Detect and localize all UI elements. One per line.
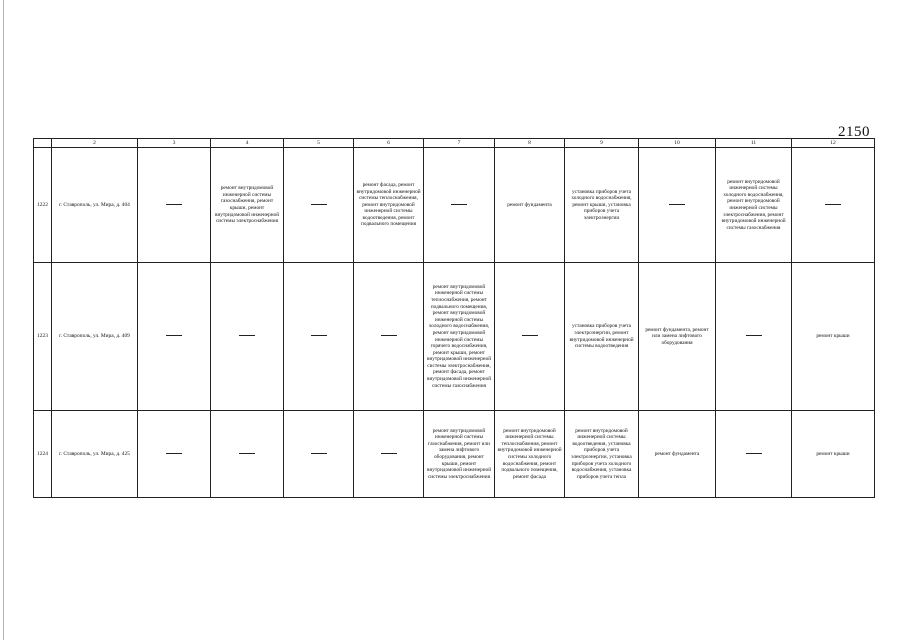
column-header: 7 [424, 139, 495, 148]
works-cell: ремонт внутридомовой инженерной системы газоснабжения, ремонт крыши, ремонт внутридомовой инженерной системы электроснабжения [211, 148, 284, 263]
dash-cell [424, 148, 495, 263]
empty-dash [669, 204, 685, 205]
dash-cell [792, 148, 875, 263]
works-cell: ремонт крыши [792, 411, 875, 498]
address-cell: г. Ставрополь, ул. Мира, д. 409 [52, 263, 138, 411]
works-cell: установка приборов учета электроэнергии, ремонт внутридомовой инженерной системы водоотведения [565, 263, 639, 411]
address-cell: г. Ставрополь, ул. Мира, д. 404 [52, 148, 138, 263]
works-cell: ремонт крыши [792, 263, 875, 411]
row-number: 1223 [34, 263, 52, 411]
dash-cell [716, 411, 792, 498]
column-header: 2 [52, 139, 138, 148]
empty-dash [522, 335, 538, 336]
dash-cell [211, 411, 284, 498]
works-cell: ремонт внутридомовой инженерной системы холодного водоснабжения, ремонт внутридомовой инженерной системы электроснабжения, ремонт внутридомовой инженерной системы газоснабжения [716, 148, 792, 263]
works-cell: ремонт фасада, ремонт внутридомовой инженерной системы теплоснабжения, ремонт внутридомовой инженерной системы водоотведения, ремонт подвального помещения [354, 148, 424, 263]
works-cell: ремонт фундамента [495, 148, 565, 263]
empty-dash [825, 204, 841, 205]
works-cell: ремонт внутридомовой инженерной системы газоснабжения, ремонт или замена лифтового оборудования, ремонт крыши, ремонт внутридомовой инженерной системы электроснабжения [424, 411, 495, 498]
table-row [34, 411, 875, 498]
empty-dash [746, 453, 762, 454]
dash-cell [211, 263, 284, 411]
dash-cell [284, 148, 354, 263]
works-cell: ремонт фундамента [639, 411, 716, 498]
row-number: 1224 [34, 411, 52, 498]
table-row [34, 148, 875, 263]
repair-schedule-table [33, 138, 875, 498]
empty-dash [166, 204, 182, 205]
dash-cell [138, 148, 211, 263]
column-header: 12 [792, 139, 875, 148]
empty-dash [239, 335, 255, 336]
column-header: 4 [211, 139, 284, 148]
works-cell: ремонт фундамента, ремонт или замена лифтового оборудования [639, 263, 716, 411]
works-cell: ремонт внутридомовой инженерной системы теплоснабжения, ремонт внутридомовой инженерной системы холодного водоснабжения, ремонт подвального помещения, ремонт фасада [495, 411, 565, 498]
empty-dash [451, 204, 467, 205]
empty-dash [381, 453, 397, 454]
dash-cell [138, 263, 211, 411]
works-cell: ремонт внутридомовой инженерной системы водоотведения, установка приборов учета электроэнергии, установка приборов учета холодного водоснабжения, установка приборов учета тепла [565, 411, 639, 498]
column-header [34, 139, 52, 148]
dash-cell [284, 411, 354, 498]
works-cell: ремонт внутридомовой инженерной системы теплоснабжения, ремонт подвального помещения, ремонт внутридомовой инженерной системы холодного водоснабжения, ремонт внутридомовой инженерной системы горячего водоснабжения, ремонт крыши, ремонт внутридомовой инженерной системы электроснабжения, ремонт фасада, ремонт внутридомовой инженерной системы газоснабжения [424, 263, 495, 411]
empty-dash [381, 335, 397, 336]
column-header: 9 [565, 139, 639, 148]
dash-cell [138, 411, 211, 498]
column-header: 6 [354, 139, 424, 148]
column-header: 10 [639, 139, 716, 148]
address-cell: г. Ставрополь, ул. Мира, д. 425 [52, 411, 138, 498]
empty-dash [311, 335, 327, 336]
column-header: 5 [284, 139, 354, 148]
dash-cell [495, 263, 565, 411]
scan-left-edge [3, 0, 4, 640]
works-cell: установка приборов учета холодного водоснабжения, ремонт крыши, установка приборов учета электроэнергии [565, 148, 639, 263]
page-number: 2150 [838, 124, 870, 140]
column-header: 3 [138, 139, 211, 148]
empty-dash [746, 335, 762, 336]
empty-dash [166, 453, 182, 454]
empty-dash [311, 453, 327, 454]
dash-cell [716, 263, 792, 411]
empty-dash [311, 204, 327, 205]
empty-dash [166, 335, 182, 336]
empty-dash [239, 453, 255, 454]
dash-cell [284, 263, 354, 411]
table-row [34, 263, 875, 411]
column-number-row [34, 139, 875, 148]
column-header: 8 [495, 139, 565, 148]
row-number: 1222 [34, 148, 52, 263]
column-header: 11 [716, 139, 792, 148]
dash-cell [354, 263, 424, 411]
dash-cell [354, 411, 424, 498]
dash-cell [639, 148, 716, 263]
